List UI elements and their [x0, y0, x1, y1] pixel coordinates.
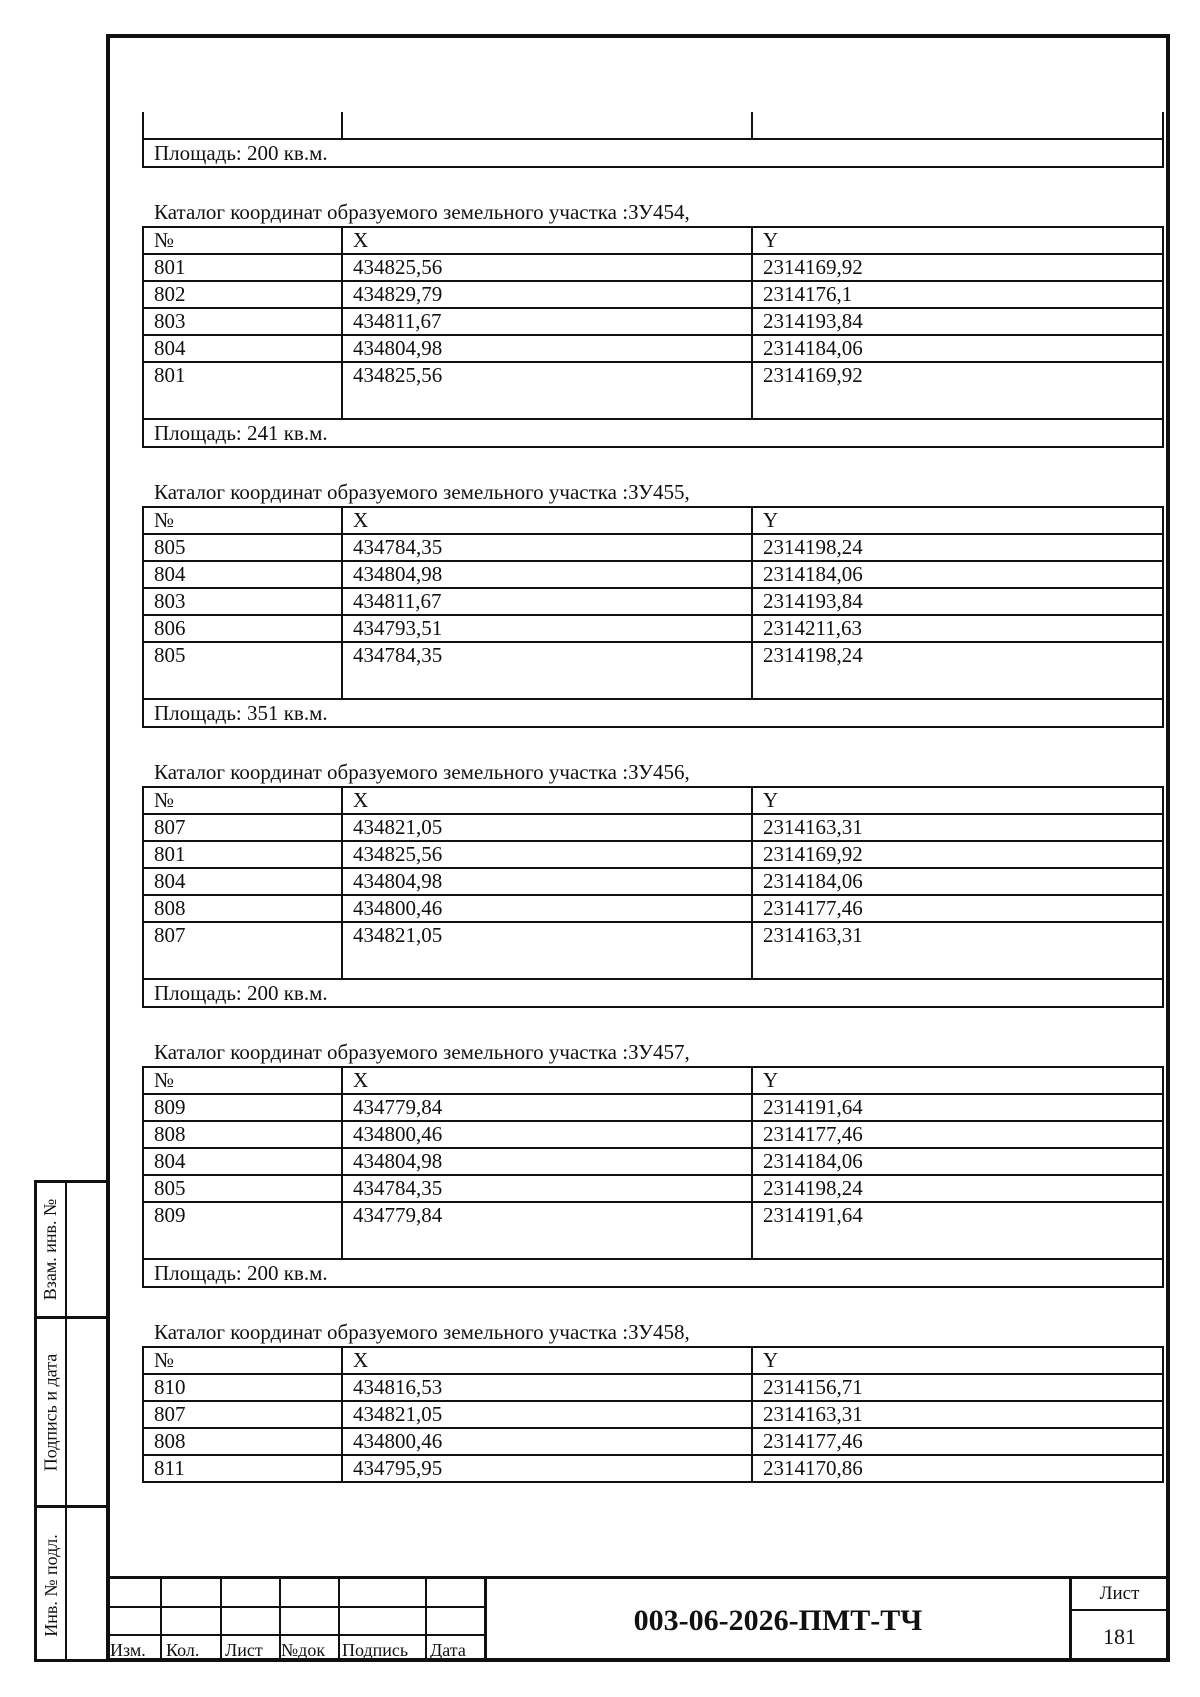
carry-over-empty-row — [143, 112, 1163, 139]
coord-x: 434804,98 — [342, 868, 752, 895]
carry-over-area: Площадь: 200 кв.м. — [143, 139, 1163, 167]
coord-y: 2314184,06 — [752, 561, 1163, 588]
point-number: 804 — [143, 1148, 342, 1175]
plot-caption: Каталог координат образуемого земельного участка :ЗУ456, — [154, 760, 690, 784]
point-number: 807 — [143, 814, 342, 841]
header-y: Y — [752, 227, 1163, 254]
coord-x: 434779,84 — [342, 1202, 752, 1259]
coordinates-table — [142, 1066, 1164, 1288]
point-number: 807 — [143, 1401, 342, 1428]
coord-y: 2314169,92 — [752, 841, 1163, 868]
point-number: 801 — [143, 254, 342, 281]
coord-y: 2314198,24 — [752, 1175, 1163, 1202]
coord-x: 434811,67 — [342, 308, 752, 335]
point-number: 808 — [143, 895, 342, 922]
coord-y: 2314176,1 — [752, 281, 1163, 308]
coord-x: 434804,98 — [342, 335, 752, 362]
coord-y: 2314169,92 — [752, 254, 1163, 281]
coord-y: 2314177,46 — [752, 1121, 1163, 1148]
table-row — [143, 1428, 1163, 1455]
area-row — [143, 979, 1163, 1007]
header-x: X — [342, 1347, 752, 1374]
coord-x: 434804,98 — [342, 561, 752, 588]
coord-y: 2314169,92 — [752, 362, 1163, 419]
plot-area: Площадь: 351 кв.м. — [143, 699, 1163, 727]
table-row — [143, 868, 1163, 895]
sheet-label: Лист — [1072, 1579, 1167, 1611]
coord-y: 2314184,06 — [752, 868, 1163, 895]
table-row — [143, 1455, 1163, 1482]
plot-block — [142, 1038, 1164, 1288]
header-num: № — [143, 507, 342, 534]
side-label-inv: Инв. № подл. — [40, 1533, 61, 1637]
header-y: Y — [752, 1347, 1163, 1374]
area-row — [143, 699, 1163, 727]
table-row — [143, 1175, 1163, 1202]
coord-y: 2314193,84 — [752, 308, 1163, 335]
table-row — [143, 534, 1163, 561]
sheet-box — [1069, 1579, 1167, 1662]
point-number: 804 — [143, 561, 342, 588]
table-row — [143, 1374, 1163, 1401]
table-row — [143, 1148, 1163, 1175]
coord-y: 2314170,86 — [752, 1455, 1163, 1482]
coord-x: 434784,35 — [342, 642, 752, 699]
side-label-vzam: Взам. инв. № — [40, 1198, 61, 1301]
header-num: № — [143, 787, 342, 814]
point-number: 805 — [143, 534, 342, 561]
col-ndok: №док — [281, 1640, 326, 1660]
col-data: Дата — [430, 1640, 466, 1660]
coord-y: 2314191,64 — [752, 1094, 1163, 1121]
point-number: 802 — [143, 281, 342, 308]
coord-y: 2314184,06 — [752, 1148, 1163, 1175]
title-block — [106, 1576, 1170, 1662]
point-number: 806 — [143, 615, 342, 642]
col-kol: Кол. — [166, 1640, 200, 1660]
table-row — [143, 615, 1163, 642]
point-number: 805 — [143, 1175, 342, 1202]
plot-area: Площадь: 241 кв.м. — [143, 419, 1163, 447]
coord-x: 434821,05 — [342, 814, 752, 841]
table-header-row — [143, 227, 1163, 254]
plot-caption: Каталог координат образуемого земельного участка :ЗУ455, — [154, 480, 690, 504]
coordinates-table — [142, 786, 1164, 1008]
point-number: 810 — [143, 1374, 342, 1401]
table-row — [143, 922, 1163, 979]
table-row — [143, 1094, 1163, 1121]
plots-container — [142, 198, 1164, 1483]
plot-block — [142, 478, 1164, 728]
coord-y: 2314163,31 — [752, 1401, 1163, 1428]
point-number: 801 — [143, 841, 342, 868]
document-content — [142, 112, 1164, 1483]
col-list: Лист — [225, 1640, 263, 1660]
sheet-number: 181 — [1103, 1624, 1136, 1649]
carry-over-table — [142, 112, 1164, 168]
header-x: X — [342, 1067, 752, 1094]
table-row — [143, 561, 1163, 588]
header-x: X — [342, 787, 752, 814]
coord-x: 434779,84 — [342, 1094, 752, 1121]
plot-area: Площадь: 200 кв.м. — [143, 1259, 1163, 1287]
coord-y: 2314198,24 — [752, 642, 1163, 699]
plot-caption: Каталог координат образуемого земельного участка :ЗУ454, — [154, 200, 690, 224]
table-row — [143, 335, 1163, 362]
coord-x: 434784,35 — [342, 1175, 752, 1202]
point-number: 803 — [143, 588, 342, 615]
carry-over-area-row — [143, 139, 1163, 167]
header-y: Y — [752, 787, 1163, 814]
plot-block — [142, 198, 1164, 448]
point-number: 804 — [143, 335, 342, 362]
coord-x: 434800,46 — [342, 1121, 752, 1148]
side-stamp — [34, 1180, 106, 1662]
side-cell-podpis — [37, 1319, 106, 1508]
coordinates-table — [142, 226, 1164, 448]
table-header-row — [143, 507, 1163, 534]
coord-y: 2314163,31 — [752, 814, 1163, 841]
coord-x: 434825,56 — [342, 362, 752, 419]
table-row — [143, 1202, 1163, 1259]
table-header-row — [143, 787, 1163, 814]
col-izm: Изм. — [110, 1640, 146, 1660]
header-y: Y — [752, 1067, 1163, 1094]
coord-x: 434811,67 — [342, 588, 752, 615]
area-row — [143, 1259, 1163, 1287]
coord-x: 434784,35 — [342, 534, 752, 561]
table-row — [143, 1401, 1163, 1428]
coord-x: 434825,56 — [342, 841, 752, 868]
side-label-podpis: Подпись и дата — [40, 1353, 61, 1471]
table-row — [143, 814, 1163, 841]
header-num: № — [143, 227, 342, 254]
point-number: 808 — [143, 1428, 342, 1455]
coord-x: 434793,51 — [342, 615, 752, 642]
table-row — [143, 642, 1163, 699]
coordinates-table — [142, 1346, 1164, 1483]
coordinates-table — [142, 506, 1164, 728]
document-code: 003-06-2026-ПМТ-ТЧ — [633, 1603, 923, 1637]
table-row — [143, 588, 1163, 615]
area-row — [143, 419, 1163, 447]
plot-block — [142, 758, 1164, 1008]
table-row — [143, 895, 1163, 922]
header-num: № — [143, 1067, 342, 1094]
point-number: 805 — [143, 642, 342, 699]
point-number: 803 — [143, 308, 342, 335]
header-y: Y — [752, 507, 1163, 534]
plot-block — [142, 1318, 1164, 1483]
table-row — [143, 308, 1163, 335]
coord-y: 2314177,46 — [752, 1428, 1163, 1455]
coord-y: 2314156,71 — [752, 1374, 1163, 1401]
revision-grid — [106, 1579, 487, 1662]
coord-y: 2314177,46 — [752, 895, 1163, 922]
coord-x: 434804,98 — [342, 1148, 752, 1175]
plot-area: Площадь: 200 кв.м. — [143, 979, 1163, 1007]
coord-x: 434800,46 — [342, 1428, 752, 1455]
plot-caption: Каталог координат образуемого земельного участка :ЗУ457, — [154, 1040, 690, 1064]
coord-x: 434829,79 — [342, 281, 752, 308]
col-podpis: Подпись — [342, 1640, 409, 1660]
coord-y: 2314191,64 — [752, 1202, 1163, 1259]
table-row — [143, 1121, 1163, 1148]
table-header-row — [143, 1347, 1163, 1374]
point-number: 808 — [143, 1121, 342, 1148]
coord-y: 2314198,24 — [752, 534, 1163, 561]
header-num: № — [143, 1347, 342, 1374]
table-row — [143, 362, 1163, 419]
coord-x: 434821,05 — [342, 1401, 752, 1428]
coord-y: 2314163,31 — [752, 922, 1163, 979]
table-row — [143, 254, 1163, 281]
table-header-row — [143, 1067, 1163, 1094]
coord-x: 434825,56 — [342, 254, 752, 281]
coord-y: 2314193,84 — [752, 588, 1163, 615]
point-number: 807 — [143, 922, 342, 979]
table-row — [143, 281, 1163, 308]
side-cell-inv — [37, 1508, 106, 1662]
coord-y: 2314184,06 — [752, 335, 1163, 362]
header-x: X — [342, 507, 752, 534]
coord-x: 434795,95 — [342, 1455, 752, 1482]
point-number: 809 — [143, 1094, 342, 1121]
coord-x: 434821,05 — [342, 922, 752, 979]
point-number: 811 — [143, 1455, 342, 1482]
point-number: 804 — [143, 868, 342, 895]
side-cell-vzam — [37, 1183, 106, 1319]
table-row — [143, 841, 1163, 868]
coord-x: 434816,53 — [342, 1374, 752, 1401]
point-number: 809 — [143, 1202, 342, 1259]
plot-caption: Каталог координат образуемого земельного участка :ЗУ458, — [154, 1320, 690, 1344]
coord-x: 434800,46 — [342, 895, 752, 922]
point-number: 801 — [143, 362, 342, 419]
header-x: X — [342, 227, 752, 254]
coord-y: 2314211,63 — [752, 615, 1163, 642]
